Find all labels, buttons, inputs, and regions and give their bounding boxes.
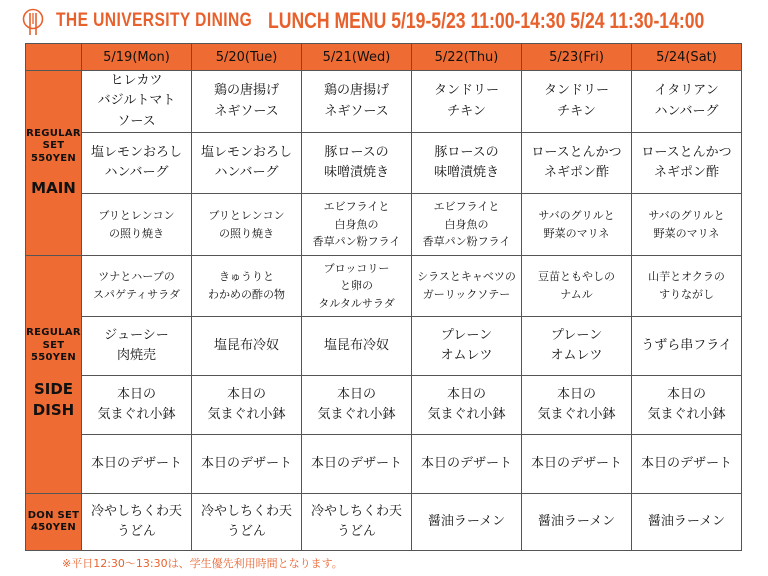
- menu-item-cell: [302, 256, 412, 317]
- menu-item-line: 気まぐれ小鉢: [207, 407, 286, 422]
- menu-item-cell: [522, 256, 632, 317]
- menu-item-cell: [632, 435, 742, 494]
- menu-item-line: ヒレカツ: [110, 73, 163, 89]
- menu-item-line: ブリとレンコン: [98, 208, 175, 222]
- menu-item-cell: [412, 71, 522, 133]
- menu-item-line: チキン: [447, 103, 486, 119]
- menu-item-line: 豚ロースの: [324, 144, 389, 160]
- menu-item-cell: [82, 435, 192, 494]
- menu-item-cell: [192, 376, 302, 435]
- menu-item-line: 醤油ラーメン: [647, 513, 726, 529]
- set-label: DON SET: [27, 509, 80, 521]
- menu-item-line: 味噌漬焼き: [433, 165, 499, 180]
- menu-item-line: 野菜のマリネ: [543, 226, 610, 240]
- student-priority-note: ※平日12:30〜13:30は、学生優先利用時間となります。: [62, 557, 343, 570]
- menu-item-line: オムレツ: [440, 348, 493, 363]
- menu-item-cell: [412, 435, 522, 494]
- menu-item-cell: [412, 494, 522, 551]
- menu-item-cell: [412, 317, 522, 376]
- don-category-label: [26, 494, 82, 551]
- menu-item-cell: [192, 317, 302, 376]
- menu-item-line: ブロッコリー: [323, 261, 390, 275]
- category-name-line: DISH: [32, 401, 75, 420]
- menu-item-line: 本日の: [446, 386, 486, 402]
- side-category-label: [26, 256, 82, 494]
- menu-item-line: うどん: [226, 524, 266, 539]
- day-header: 5/23(Fri): [522, 44, 632, 71]
- menu-item-cell: [192, 494, 302, 551]
- day-header: 5/24(Sat): [632, 44, 742, 71]
- menu-item-line: の照り焼き: [219, 226, 274, 240]
- menu-item-line: 白身魚の: [334, 217, 379, 231]
- menu-item-line: ネギソース: [214, 103, 279, 119]
- menu-item-cell: [522, 435, 632, 494]
- menu-item-cell: [82, 71, 192, 133]
- menu-item-cell: [522, 494, 632, 551]
- set-price: 550YEN: [30, 352, 77, 363]
- menu-item-line: ネギソース: [324, 103, 389, 119]
- menu-item-line: ソース: [117, 113, 156, 129]
- menu-header: [0, 0, 768, 44]
- menu-item-line: わかめの酢の物: [208, 288, 285, 301]
- menu-item-cell: [632, 494, 742, 551]
- menu-item-line: 醤油ラーメン: [427, 513, 506, 529]
- menu-item-cell: [192, 71, 302, 133]
- menu-item-line: 塩レモンおろし: [200, 144, 292, 160]
- menu-item-line: オムレツ: [550, 348, 603, 363]
- day-header: 5/19(Mon): [82, 44, 192, 71]
- menu-item-line: 香草パン粉フライ: [312, 235, 401, 249]
- menu-item-cell: [632, 194, 742, 256]
- menu-item-cell: [82, 317, 192, 376]
- menu-item-line: 本日の: [116, 386, 156, 402]
- menu-item-cell: [412, 256, 522, 317]
- menu-item-line: チキン: [557, 103, 596, 119]
- menu-item-cell: [302, 317, 412, 376]
- menu-item-cell: [412, 194, 522, 256]
- menu-item-line: タンドリー: [433, 83, 499, 99]
- menu-item-line: タンドリー: [543, 83, 609, 99]
- menu-item-cell: [192, 194, 302, 256]
- menu-row: [26, 435, 742, 494]
- menu-item-line: プレーン: [440, 327, 493, 343]
- menu-item-line: ネギポン酢: [653, 165, 719, 180]
- menu-item-line: 本日の: [556, 386, 596, 402]
- menu-item-cell: [82, 194, 192, 256]
- menu-item-cell: [632, 317, 742, 376]
- menu-item-line: 本日のデザート: [640, 455, 732, 471]
- menu-item-line: 醤油ラーメン: [537, 513, 616, 529]
- menu-item-line: ツナとハーブの: [98, 270, 175, 284]
- menu-row: [26, 194, 742, 256]
- menu-item-line: 肉焼売: [116, 348, 156, 363]
- menu-item-line: ハンバーグ: [214, 165, 279, 180]
- menu-title: LUNCH MENU 5/19-5/23 11:00-14:30 5/24 11:30-14:00: [268, 8, 705, 33]
- menu-item-line: 山芋とオクラの: [648, 270, 725, 284]
- menu-item-line: ネギポン酢: [543, 165, 609, 180]
- header-corner: [26, 44, 82, 71]
- menu-item-line: 味噌漬焼き: [323, 165, 389, 180]
- menu-item-line: 白身魚の: [444, 217, 489, 231]
- menu-item-line: 塩昆布冷奴: [323, 337, 389, 353]
- menu-item-cell: [412, 133, 522, 194]
- day-header: 5/21(Wed): [302, 44, 412, 71]
- menu-item-line: ロースとんかつ: [531, 144, 622, 160]
- menu-item-line: 冷やしちくわ天: [90, 503, 182, 519]
- menu-item-line: 塩昆布冷奴: [213, 337, 279, 353]
- menu-item-line: プレーン: [550, 327, 603, 343]
- menu-item-line: タルタルサラダ: [318, 296, 395, 310]
- menu-item-line: 豆苗ともやしの: [538, 270, 615, 284]
- category-name: MAIN: [31, 179, 76, 198]
- menu-item-line: きゅうりと: [219, 270, 274, 284]
- menu-item-cell: [302, 194, 412, 256]
- menu-item-cell: [632, 71, 742, 133]
- menu-row: [26, 494, 742, 551]
- menu-item-line: うずら串フライ: [641, 337, 732, 353]
- menu-item-line: 冷やしちくわ天: [310, 503, 402, 519]
- menu-item-cell: [632, 256, 742, 317]
- menu-item-line: スパゲティサラダ: [92, 288, 180, 301]
- menu-item-line: うどん: [336, 524, 376, 539]
- menu-item-cell: [82, 256, 192, 317]
- set-label: SET: [42, 140, 65, 152]
- menu-item-line: うどん: [116, 524, 156, 539]
- menu-item-line: ハンバーグ: [654, 103, 719, 119]
- menu-item-line: 本日のデザート: [310, 455, 402, 471]
- category-name-line: SIDE: [33, 379, 74, 398]
- menu-item-line: エビフライと: [433, 200, 500, 214]
- menu-item-line: 鶏の唐揚げ: [323, 83, 389, 99]
- menu-item-line: の照り焼き: [109, 226, 164, 240]
- menu-item-line: 野菜のマリネ: [653, 226, 720, 240]
- main-category-label: [26, 71, 82, 256]
- menu-item-line: 気まぐれ小鉢: [427, 407, 506, 422]
- menu-item-line: 本日のデザート: [420, 455, 512, 471]
- menu-item-line: 本日のデザート: [530, 455, 622, 471]
- menu-item-cell: [632, 133, 742, 194]
- category-name: [26, 379, 81, 423]
- menu-item-cell: [522, 376, 632, 435]
- menu-item-line: ガーリックソテー: [422, 288, 511, 301]
- menu-item-line: イタリアン: [654, 83, 719, 99]
- menu-item-line: 気まぐれ小鉢: [537, 407, 616, 422]
- set-price: 550YEN: [30, 152, 77, 164]
- menu-item-cell: [302, 376, 412, 435]
- menu-item-line: 本日の: [336, 386, 376, 402]
- menu-item-line: 豚ロースの: [434, 144, 499, 160]
- day-header-row: [26, 44, 742, 71]
- menu-item-line: サバのグリルと: [648, 208, 725, 222]
- menu-item-line: 本日の: [666, 386, 706, 402]
- menu-item-cell: [192, 256, 302, 317]
- menu-item-cell: [632, 376, 742, 435]
- menu-row: [26, 376, 742, 435]
- menu-item-line: 気まぐれ小鉢: [317, 407, 396, 422]
- menu-item-line: ナムル: [560, 288, 593, 301]
- menu-item-cell: [522, 133, 632, 194]
- menu-item-line: すりながし: [659, 288, 714, 301]
- menu-item-line: サバのグリルと: [538, 208, 615, 222]
- menu-row: [26, 71, 742, 133]
- menu-item-cell: [522, 194, 632, 256]
- menu-item-line: ブリとレンコン: [208, 208, 285, 222]
- set-label: REGULAR: [26, 327, 81, 338]
- menu-item-line: エビフライと: [323, 200, 390, 214]
- set-price: 450YEN: [30, 522, 77, 533]
- ud-fork-logo-icon: [22, 8, 44, 36]
- menu-item-line: 本日の: [226, 386, 266, 402]
- menu-item-cell: [522, 317, 632, 376]
- menu-row: [26, 317, 742, 376]
- menu-row: [26, 256, 742, 317]
- menu-item-line: ロースとんかつ: [641, 144, 732, 160]
- lunch-menu-table: [25, 43, 742, 551]
- menu-item-line: シラスとキャベツの: [417, 270, 516, 284]
- menu-item-cell: [192, 435, 302, 494]
- set-label: SET: [42, 339, 65, 351]
- menu-item-line: バジルトマト: [97, 93, 176, 109]
- menu-item-line: ハンバーグ: [104, 165, 169, 180]
- menu-item-cell: [302, 494, 412, 551]
- menu-item-cell: [302, 435, 412, 494]
- menu-item-cell: [82, 376, 192, 435]
- menu-item-line: 気まぐれ小鉢: [647, 407, 726, 422]
- menu-item-line: 鶏の唐揚げ: [213, 83, 279, 99]
- menu-item-line: 塩レモンおろし: [90, 144, 182, 160]
- brand-name: THE UNIVERSITY DINING: [56, 10, 253, 31]
- menu-item-line: 本日のデザート: [200, 455, 292, 471]
- menu-item-line: 本日のデザート: [90, 455, 182, 471]
- menu-item-cell: [192, 133, 302, 194]
- menu-item-line: ジューシー: [104, 327, 169, 343]
- menu-item-cell: [412, 376, 522, 435]
- menu-item-line: 冷やしちくわ天: [200, 503, 292, 519]
- menu-item-line: 気まぐれ小鉢: [97, 407, 176, 422]
- menu-item-cell: [302, 71, 412, 133]
- day-header: 5/22(Thu): [412, 44, 522, 71]
- menu-row: [26, 133, 742, 194]
- menu-item-cell: [522, 71, 632, 133]
- set-label: REGULAR: [26, 127, 81, 139]
- menu-item-cell: [82, 133, 192, 194]
- menu-item-line: と卵の: [340, 279, 373, 293]
- menu-item-cell: [302, 133, 412, 194]
- menu-item-cell: [82, 494, 192, 551]
- menu-item-line: 香草パン粉フライ: [422, 235, 511, 249]
- day-header: 5/20(Tue): [192, 44, 302, 71]
